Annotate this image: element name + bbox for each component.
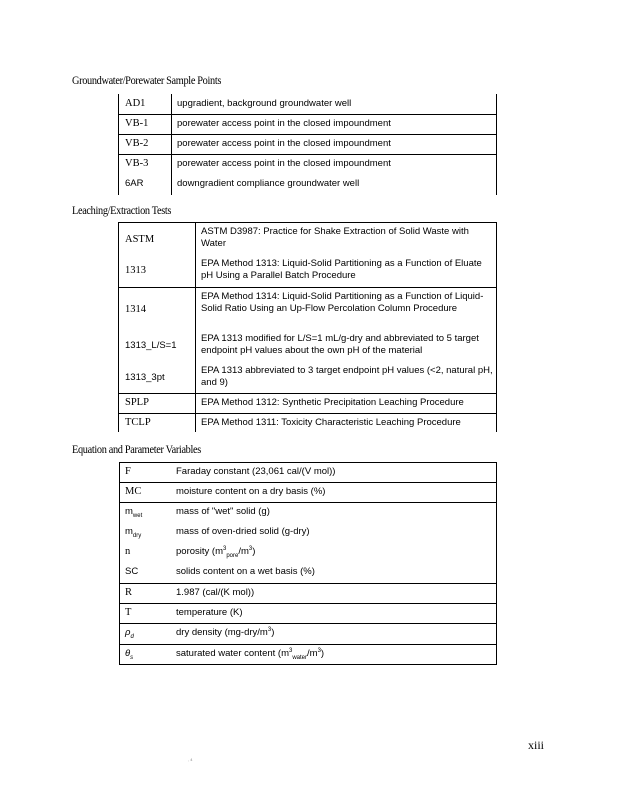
variable-description: Faraday constant (23,061 cal/(V mol)) <box>176 466 336 477</box>
variable-symbol: T <box>125 607 132 618</box>
desc-text: ) <box>252 546 256 557</box>
test-id: TCLP <box>125 417 151 428</box>
row-divider <box>119 644 497 645</box>
footer-mark: , 4 <box>188 757 193 762</box>
sample-point-id: 6AR <box>125 178 144 189</box>
variable-symbol-base: m <box>125 526 133 537</box>
variable-symbol: R <box>125 587 133 598</box>
table-border-left <box>118 94 119 195</box>
row-divider <box>118 393 497 394</box>
variable-symbol <box>125 648 133 660</box>
variable-description: temperature (K) <box>176 607 243 618</box>
test-description: ASTM D3987: Practice for Shake Extraction of Solid Waste with Water <box>201 226 469 249</box>
table-border-right <box>496 94 497 195</box>
variable-symbol <box>125 506 142 518</box>
variable-symbol-base: m <box>125 506 133 517</box>
desc-superscript: 3 <box>289 647 293 654</box>
sample-point-description: upgradient, background groundwater well <box>177 98 352 109</box>
desc-superscript: 3 <box>317 647 321 654</box>
variable-symbol-subscript: s <box>130 654 134 661</box>
desc-text: porosity (m <box>176 546 223 557</box>
section-heading-groundwater: Groundwater/Porewater Sample Points <box>72 73 222 87</box>
test-description: EPA 1313 abbreviated to 3 target endpoint pH values (<2, natural pH, and 9) <box>201 365 493 388</box>
test-description: EPA 1313 modified for L/S=1 mL/g-dry and abbreviated to 5 target endpoint pH values about the own pH of the material <box>201 333 479 356</box>
column-divider <box>171 94 172 195</box>
variable-description: 1.987 (cal/(K mol)) <box>176 587 255 598</box>
variable-symbol-subscript: wet <box>132 512 143 519</box>
variable-description <box>176 546 255 558</box>
variable-description: solids content on a wet basis (%) <box>176 566 315 577</box>
variable-symbol-subscript: d <box>130 633 134 640</box>
table-border-left <box>119 462 120 664</box>
test-id: 1314 <box>125 304 146 315</box>
test-id: 1313_3pt <box>125 372 165 383</box>
test-description: EPA Method 1311: Toxicity Characteristic Leaching Procedure <box>201 417 461 428</box>
desc-text: saturated water content (m <box>176 648 289 659</box>
row-divider <box>119 603 497 604</box>
desc-text: /m <box>307 648 318 659</box>
desc-text: dry density (mg-dry/m <box>176 627 268 638</box>
variable-symbol <box>125 526 141 538</box>
sample-point-description: downgradient compliance groundwater well <box>177 178 360 189</box>
test-description: EPA Method 1312: Synthetic Precipitation Leaching Procedure <box>201 397 464 408</box>
table-border-right <box>496 222 497 432</box>
row-divider <box>118 114 497 115</box>
row-divider <box>119 502 497 503</box>
table-border-left <box>118 222 119 432</box>
row-divider <box>119 482 497 483</box>
variable-symbol: MC <box>125 486 142 497</box>
row-divider <box>118 287 497 288</box>
test-id: SPLP <box>125 397 149 408</box>
desc-superscript: 3 <box>222 545 227 552</box>
test-description: EPA Method 1314: Liquid-Solid Partitioning as a Function of Liquid-Solid Ratio Using an Up-Flow Percolation Column Procedure <box>201 291 484 314</box>
row-divider <box>119 583 497 584</box>
variable-symbol: F <box>125 466 131 477</box>
table-border-top <box>118 222 497 223</box>
sample-point-id: VB-1 <box>125 118 149 129</box>
desc-text: ) <box>271 627 275 638</box>
variables-table <box>119 462 497 664</box>
variable-description: mass of oven-dried solid (g-dry) <box>176 526 310 537</box>
variable-description <box>176 648 324 660</box>
desc-subscript: pore <box>226 552 239 559</box>
variable-symbol-base: ρ <box>125 627 131 638</box>
section-heading-leaching: Leaching/Extraction Tests <box>72 203 172 217</box>
desc-superscript: 3 <box>267 626 272 633</box>
groundwater-table <box>118 94 497 195</box>
table-border-right <box>496 462 497 664</box>
variable-symbol: SC <box>125 566 139 577</box>
test-description: EPA Method 1313: Liquid-Solid Partitioning as a Function of Eluate pH Using a Parallel Batch Procedure <box>201 258 482 281</box>
leaching-table <box>118 222 497 432</box>
sample-point-id: VB-2 <box>125 138 149 149</box>
variable-symbol <box>125 627 134 639</box>
sample-point-description: porewater access point in the closed impoundment <box>177 158 391 169</box>
variable-symbol-base: θ <box>125 648 131 659</box>
variable-description <box>176 627 274 639</box>
desc-text: /m <box>238 546 249 557</box>
sample-point-id: AD1 <box>125 98 146 109</box>
variable-symbol: n <box>125 546 131 557</box>
row-divider <box>118 134 497 135</box>
column-divider <box>195 222 196 432</box>
sample-point-id: VB-3 <box>125 158 149 169</box>
table-border-bottom <box>119 664 497 665</box>
page-number: xiii <box>528 738 545 752</box>
sample-point-description: porewater access point in the closed impoundment <box>177 138 391 149</box>
row-divider <box>118 154 497 155</box>
test-id: 1313_L/S=1 <box>125 340 177 351</box>
variable-symbol-subscript: dry <box>132 532 142 539</box>
sample-point-description: porewater access point in the closed impoundment <box>177 118 391 129</box>
desc-superscript: 3 <box>248 545 253 552</box>
row-divider <box>119 623 497 624</box>
test-id: ASTM <box>125 234 155 245</box>
test-id: 1313 <box>125 265 146 276</box>
variable-description: moisture content on a dry basis (%) <box>176 486 326 497</box>
table-border-top <box>119 462 497 463</box>
variable-description: mass of "wet" solid (g) <box>176 506 270 517</box>
row-divider <box>118 413 497 414</box>
section-heading-variables: Equation and Parameter Variables <box>72 442 201 456</box>
desc-text: ) <box>320 648 325 659</box>
desc-subscript: water <box>292 654 308 661</box>
